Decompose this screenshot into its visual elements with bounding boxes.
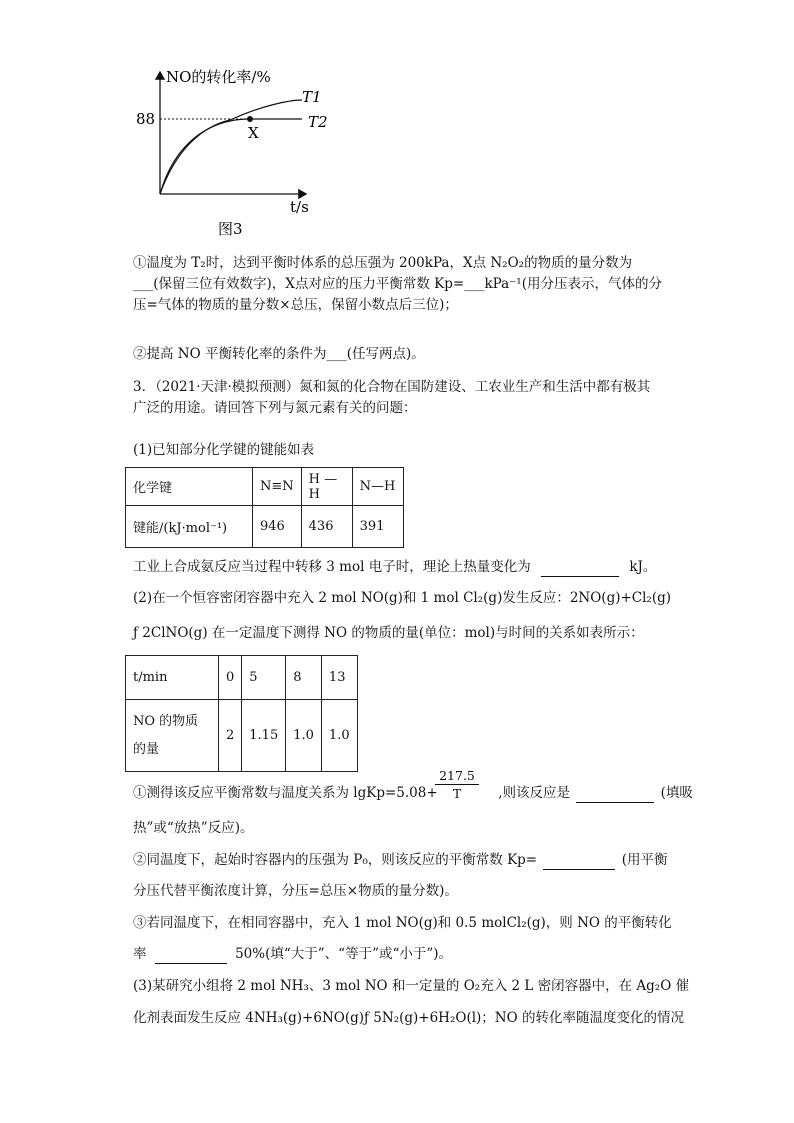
table-row [126,468,404,506]
no-amount-table [125,655,358,772]
fraction [435,768,479,801]
answer-blank[interactable] [155,949,227,964]
table-row [126,656,358,700]
point-x [247,116,253,122]
answer-blank[interactable] [543,855,615,870]
table-cell: 946 [253,506,302,548]
table-row [126,700,358,772]
conversion-chart [130,62,370,242]
table-cell: 2 [219,700,242,772]
problem-3-2-q1 [133,783,693,803]
table-cell: N≡N [253,468,302,506]
table-cell: 1.0 [286,700,322,772]
text-segment: ,则该反应是 [498,785,571,801]
x-axis-label: t/s [290,198,309,216]
text-segment: kJ。 [629,559,657,575]
bond-energy-table [125,467,404,548]
problem-3-1-question [133,557,656,577]
text-segment: 50%(填“大于”、“等于”或“小于”)。 [235,946,453,962]
fraction-denominator: T [452,786,462,801]
table-cell: 化学键 [126,468,253,506]
problem-3-2-q2-cont: 分压代替平衡浓度计算，分压=总压×物质的量分数)。 [133,883,458,899]
table-cell: 5 [242,656,286,700]
problem-3-3-line2: 化剂表面发生反应 4NH₃(g)+6NO(g)ƒ 5N₂(g)+6H₂O(l)；NO 的转化率随温度变化的情况 [133,1010,684,1026]
point-x-label: X [248,124,259,142]
table-cell: 0 [219,656,242,700]
problem-3-3-line1: (3)某研究小组将 2 mol NH₃、3 mol NO 和一定量的 O₂充入 2 L 密闭容器中，在 Ag₂O 催 [133,978,690,994]
problem-3-intro: 3．（2021·天津·模拟预测）氮和氮的化合物在国防建设、工农业生产和生活中都有极其广泛的用途。请回答下列与氮元素有关的问题： [133,379,651,416]
table-cell: 436 [301,506,352,548]
text-segment: 率 [133,946,147,962]
table-cell: 391 [352,506,403,548]
table-cell: NO 的物质的量 [126,700,219,772]
problem-3-1-title: (1)已知部分化学键的键能如表 [133,442,315,458]
problem-3-2-q1-cont: 热”或“放热”反应)。 [133,820,254,836]
table-cell: 键能/(kJ·mol⁻¹) [126,506,253,548]
problem-3-2-q2 [133,850,668,870]
answer-blank[interactable] [541,562,619,577]
curve-t1 [160,100,302,194]
table-row [126,506,404,548]
text-segment: (填吸 [660,785,693,801]
table-cell: 13 [321,656,357,700]
text-segment: ①测得该反应平衡常数与温度关系为 lgKp=5.08+ [133,785,438,801]
problem-3-2-line1: (2)在一个恒容密闭容器中充入 2 mol NO(g)和 1 mol Cl₂(g)发生反应：2NO(g)+Cl₂(g) [133,590,672,606]
answer-blank[interactable] [576,788,654,803]
figure-caption: 图3 [218,220,243,238]
y-tick-88: 88 [136,110,156,128]
curve-t2-label: T2 [308,113,328,131]
text-segment: (用平衡 [621,852,668,868]
curve-t1-label: T1 [302,88,322,106]
problem-3-2-q3-cont [133,944,452,964]
curve-t2 [160,119,302,194]
table-cell: 1.0 [321,700,357,772]
fraction-numerator: 217.5 [439,768,475,783]
problem-3-2-line2: ƒ 2ClNO(g) 在一定温度下测得 NO 的物质的量(单位：mol)与时间的关系如表所示： [133,625,644,641]
table-cell: t/min [126,656,219,700]
question-2: ②提高 NO 平衡转化率的条件为___(任写两点)。 [133,346,425,362]
text-segment: 工业上合成氨反应当过程中转移 3 mol 电子时，理论上热量变化为 [133,559,531,575]
table-cell: H —H [301,468,352,506]
table-cell: 8 [286,656,322,700]
text-segment: ②同温度下，起始时容器内的压强为 P₀，则该反应的平衡常数 Kp= [133,852,538,868]
y-axis-label: NO的转化率/% [166,68,271,86]
table-cell: N—H [352,468,403,506]
problem-3-2-q3: ③若同温度下，在相同容器中，充入 1 mol NO(g)和 0.5 molCl₂(g)，则 NO 的平衡转化 [133,915,672,931]
table-cell: 1.15 [242,700,286,772]
question-1: ①温度为 T₂时，达到平衡时体系的总压强为 200kPa，X点 N₂O₂的物质的量分数为___(保留三位有效数字)，X点对应的压力平衡常数 Kp=___kPa⁻¹(用分压表示，气体的分压=气体的物质的量分数×总压，保留小数点后三位)； [133,255,662,313]
